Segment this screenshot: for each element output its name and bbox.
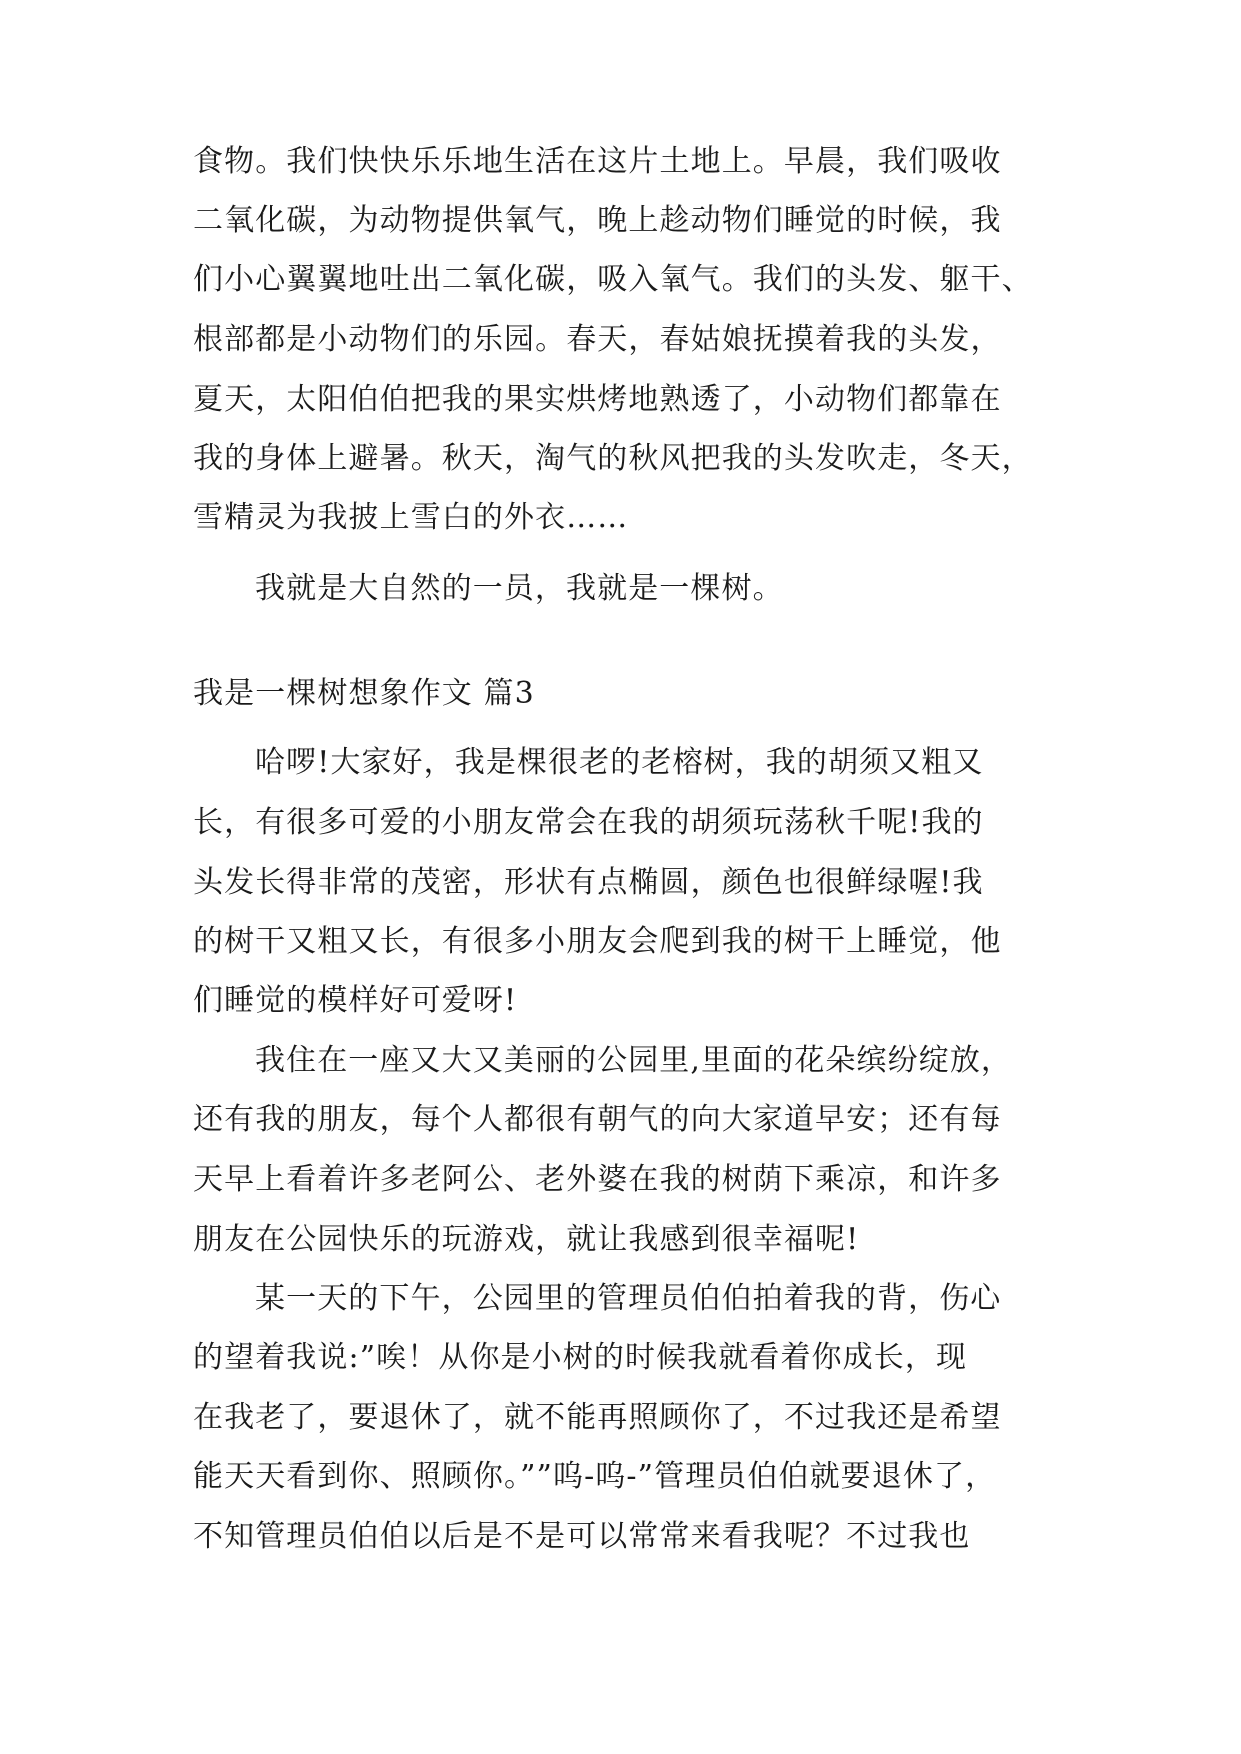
text-line: 雪精灵为我披上雪白的外衣……	[193, 500, 629, 535]
text-line: 食物。我们快快乐乐地生活在这片土地上。早晨，我们吸收	[193, 144, 1002, 179]
text-line: 某一天的下午，公园里的管理员伯伯拍着我的背，伤心	[255, 1281, 1002, 1316]
text-line: 夏天，太阳伯伯把我的果实烘烤地熟透了，小动物们都靠在	[193, 382, 1002, 417]
text-line: 还有我的朋友，每个人都很有朝气的向大家道早安；还有每	[193, 1102, 1002, 1137]
section-heading: 我是一棵树想象作文 篇3	[193, 676, 535, 711]
text-line: 哈啰!大家好，我是棵很老的老榕树，我的胡须又粗又	[255, 745, 984, 780]
text-line: 我的身体上避暑。秋天，淘气的秋风把我的头发吹走，冬天，	[193, 441, 1033, 476]
text-line: 我住在一座又大又美丽的公园里,里面的花朵缤纷绽放，	[255, 1043, 1013, 1078]
text-line: 能天天看到你、照顾你。””呜-呜-”管理员伯伯就要退休了，	[193, 1459, 997, 1494]
text-line: 的树干又粗又长，有很多小朋友会爬到我的树干上睡觉，他	[193, 924, 1002, 959]
text-line: 们小心翼翼地吐出二氧化碳，吸入氧气。我们的头发、躯干、	[193, 262, 1033, 297]
text-line: 们睡觉的模样好可爱呀!	[193, 983, 518, 1018]
text-line: 长，有很多可爱的小朋友常会在我的胡须玩荡秋千呢!我的	[193, 805, 984, 840]
text-line: 朋友在公园快乐的玩游戏，就让我感到很幸福呢!	[193, 1222, 860, 1257]
text-line: 不知管理员伯伯以后是不是可以常常来看我呢？不过我也	[193, 1519, 971, 1554]
text-line: 在我老了，要退休了，就不能再照顾你了，不过我还是希望	[193, 1400, 1002, 1435]
text-line: 二氧化碳，为动物提供氧气，晚上趁动物们睡觉的时候，我	[193, 203, 1002, 238]
closing-sentence: 我就是大自然的一员，我就是一棵树。	[255, 571, 784, 606]
text-line: 的望着我说:”唉！从你是小树的时候我就看着你成长，现	[193, 1340, 968, 1375]
text-line: 根部都是小动物们的乐园。春天，春姑娘抚摸着我的头发，	[193, 322, 1002, 357]
text-line: 头发长得非常的茂密，形状有点椭圆，颜色也很鲜绿喔!我	[193, 865, 984, 900]
text-line: 天早上看着许多老阿公、老外婆在我的树荫下乘凉，和许多	[193, 1162, 1002, 1197]
